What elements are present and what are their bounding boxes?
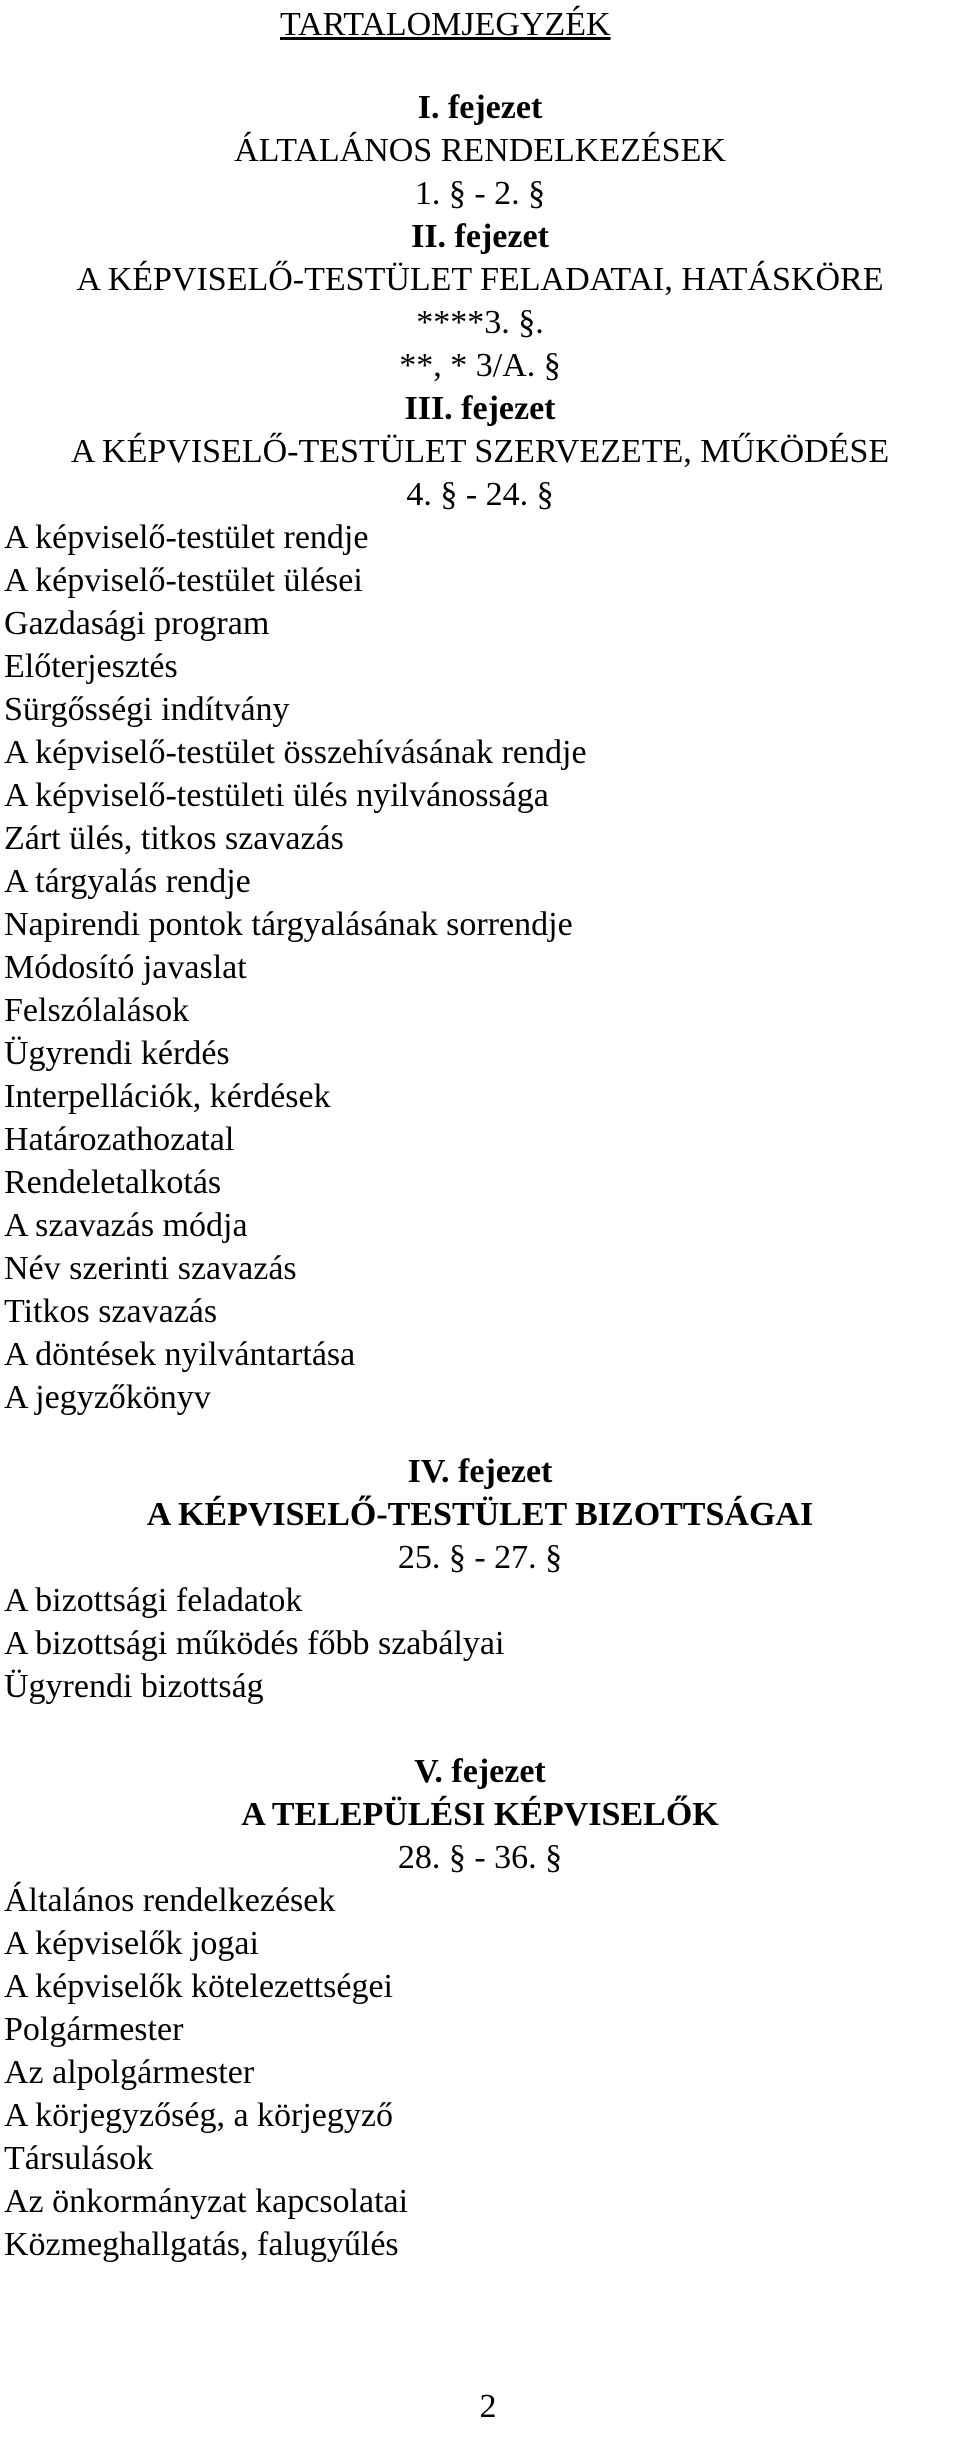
- section-range: 1. § - 2. §: [414, 175, 546, 212]
- chapter-number: I. fejezet: [417, 89, 543, 126]
- toc-entry: Ügyrendi kérdés: [4, 1035, 230, 1072]
- toc-entry: A képviselő-testület ülései: [4, 562, 363, 599]
- toc-entry: A képviselő-testület összehívásának rendje: [4, 734, 587, 771]
- section-range: 25. § - 27. §: [397, 1539, 563, 1576]
- toc-entry: A tárgyalás rendje: [4, 863, 251, 900]
- toc-title: TARTALOMJEGYZÉK: [280, 6, 611, 43]
- toc-entry: A jegyzőkönyv: [4, 1379, 211, 1416]
- toc-entry: Felszólalások: [4, 992, 190, 1029]
- toc-entry: A bizottsági feladatok: [4, 1582, 303, 1619]
- chapter-items: [0, 1879, 960, 2266]
- toc-entry: Közmeghallgatás, falugyűlés: [4, 2226, 399, 2263]
- toc-entry: A képviselő-testületi ülés nyilvánossága: [4, 777, 549, 814]
- chapter-title: A KÉPVISELŐ-TESTÜLET BIZOTTSÁGAI: [146, 1496, 814, 1533]
- toc-entry: Titkos szavazás: [4, 1293, 218, 1330]
- toc-entry: Általános rendelkezések: [4, 1882, 336, 1919]
- toc-entry: A döntések nyilvántartása: [4, 1336, 356, 1373]
- toc-entry: Sürgősségi indítvány: [4, 691, 290, 728]
- toc-entry: Ügyrendi bizottság: [4, 1668, 264, 1705]
- toc-entry: A képviselő-testület rendje: [4, 519, 369, 556]
- section-range: 28. § - 36. §: [397, 1839, 563, 1876]
- chapter-4: [0, 1450, 960, 1708]
- chapter-title: A KÉPVISELŐ-TESTÜLET FELADATAI, HATÁSKÖRE: [76, 261, 884, 298]
- chapter-number: V. fejezet: [414, 1753, 546, 1790]
- toc-entry: A körjegyzőség, a körjegyző: [4, 2097, 393, 2134]
- toc-entry: Rendeletalkotás: [4, 1164, 222, 1201]
- toc-entry: Név szerinti szavazás: [4, 1250, 297, 1287]
- toc-entry: Gazdasági program: [4, 605, 270, 642]
- section-range: ****3. §.: [416, 304, 544, 341]
- toc-entry: Az önkormányzat kapcsolatai: [4, 2183, 409, 2220]
- toc-entry: A képviselők jogai: [4, 1925, 259, 1962]
- chapter-items: [0, 1579, 960, 1708]
- chapter-2: [0, 215, 960, 387]
- toc-entry: Az alpolgármester: [4, 2054, 255, 2091]
- toc-entry: Módosító javaslat: [4, 949, 247, 986]
- toc-entry: Határozathozatal: [4, 1121, 235, 1158]
- toc-entry: A szavazás módja: [4, 1207, 248, 1244]
- page-number: 2: [479, 2388, 497, 2425]
- chapter-5: [0, 1750, 960, 2266]
- toc-entry: Társulások: [4, 2140, 154, 2177]
- toc-entry: Napirendi pontok tárgyalásának sorrendje: [4, 906, 573, 943]
- chapter-3: [0, 387, 960, 1419]
- chapter-items: [0, 516, 960, 1419]
- chapter-1: [0, 86, 960, 215]
- chapter-number: III. fejezet: [404, 390, 556, 427]
- toc-entry: Előterjesztés: [4, 648, 178, 685]
- chapter-title: ÁLTALÁNOS RENDELKEZÉSEK: [234, 132, 726, 169]
- toc-entry: A bizottsági működés főbb szabályai: [4, 1625, 505, 1662]
- chapter-number: II. fejezet: [411, 218, 549, 255]
- section-range: 4. § - 24. §: [406, 476, 554, 513]
- toc-entry: A képviselők kötelezettségei: [4, 1968, 393, 2005]
- chapter-title: A KÉPVISELŐ-TESTÜLET SZERVEZETE, MŰKÖDÉSE: [70, 433, 890, 470]
- toc-entry: Zárt ülés, titkos szavazás: [4, 820, 344, 857]
- toc-entry: Polgármester: [4, 2011, 184, 2048]
- toc-entry: Interpellációk, kérdések: [4, 1078, 331, 1115]
- chapter-title: A TELEPÜLÉSI KÉPVISELŐK: [241, 1796, 719, 1833]
- section-range: **, * 3/A. §: [399, 347, 561, 384]
- chapter-number: IV. fejezet: [407, 1453, 553, 1490]
